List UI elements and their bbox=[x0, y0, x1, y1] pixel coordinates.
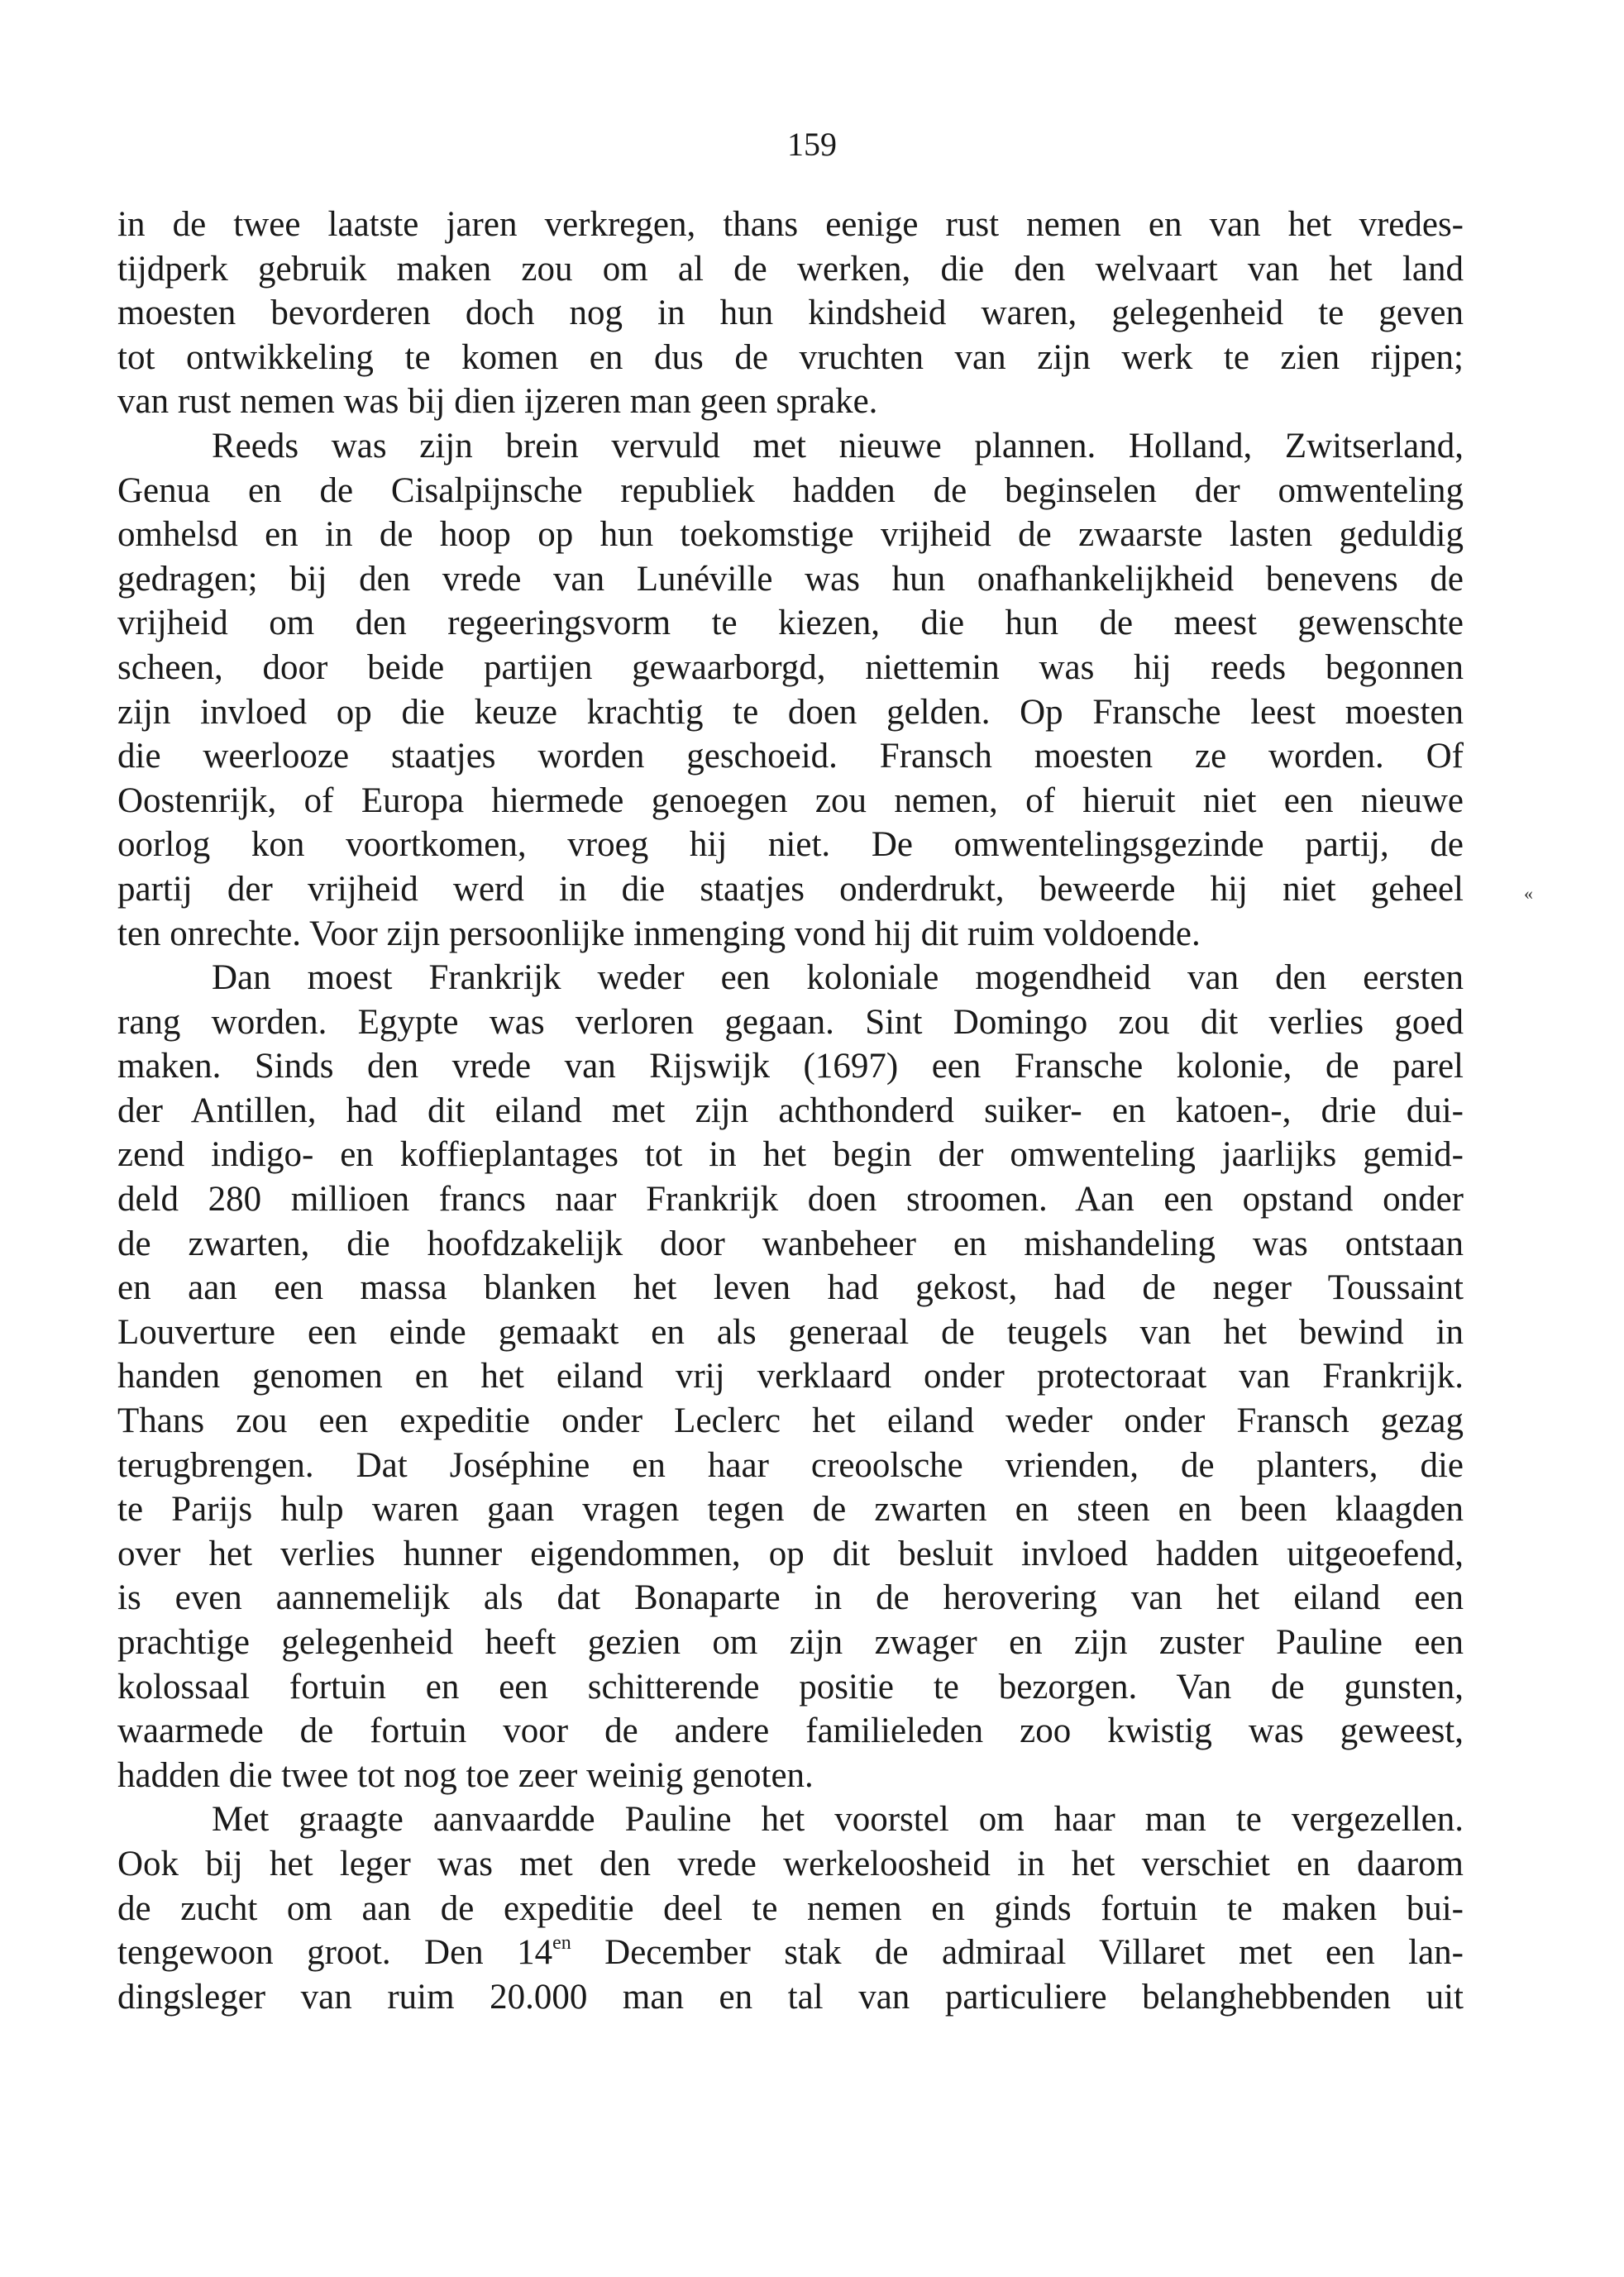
text-line bbox=[117, 912, 1464, 957]
text-line-continuation: December stak de admiraal Villaret met een lan- bbox=[571, 1933, 1464, 1973]
text-line bbox=[117, 1842, 1464, 1887]
text-line bbox=[117, 380, 1464, 424]
text-line-content: tijdperk gebruik maken zou om al de werken, die den welvaart van het land bbox=[117, 249, 1464, 289]
text-line bbox=[117, 1000, 1464, 1045]
text-line bbox=[117, 1133, 1464, 1177]
text-line-content: Met graagte aanvaardde Pauline het voorstel om haar man te vergezellen. bbox=[212, 1800, 1464, 1840]
text-line bbox=[117, 823, 1464, 867]
text-line-content: die weerlooze staatjes worden geschoeid. Fransch moesten ze worden. Of bbox=[117, 737, 1464, 776]
text-line bbox=[117, 247, 1464, 292]
text-line-content: Reeds was zijn brein vervuld met nieuwe plannen. Holland, Zwitserland, bbox=[212, 426, 1464, 465]
text-line bbox=[117, 1310, 1464, 1355]
text-line bbox=[117, 1266, 1464, 1310]
text-line-content: partij der vrijheid werd in die staatjes onderdrukt, beweerde hij niet geheel bbox=[117, 869, 1464, 909]
text-line-content: moesten bevorderen doch nog in hun kindsheid waren, gelegenheid te geven bbox=[117, 294, 1464, 333]
text-line bbox=[117, 601, 1464, 646]
text-line-content: rang worden. Egypte was verloren gegaan. Sint Domingo zou dit verlies goed bbox=[117, 1002, 1464, 1042]
text-line bbox=[117, 1089, 1464, 1134]
text-line bbox=[117, 1399, 1464, 1444]
text-line-content: zijn invloed op die keuze krachtig te doen gelden. Op Fransche leest moesten bbox=[117, 692, 1464, 732]
text-line bbox=[117, 779, 1464, 823]
text-line bbox=[117, 1222, 1464, 1267]
text-line-content: zend indigo- en koffieplantages tot in het begin der omwenteling jaarlijks gemid- bbox=[117, 1135, 1464, 1175]
text-line-content: scheen, door beide partijen gewaarborgd, niettemin was hij reeds begonnen bbox=[117, 647, 1464, 687]
text-line-content: prachtige gelegenheid heeft gezien om zijn zwager en zijn zuster Pauline een bbox=[117, 1623, 1464, 1662]
text-line bbox=[117, 1354, 1464, 1399]
text-line-content: Ook bij het leger was met den vrede werkeloosheid in het verschiet en daarom bbox=[117, 1844, 1464, 1883]
text-line-content: oorlog kon voortkomen, vroeg hij niet. De omwentelingsgezinde partij, de bbox=[117, 825, 1464, 865]
text-line-content: en aan een massa blanken het leven had gekost, had de neger Toussaint bbox=[117, 1268, 1464, 1308]
text-line-content: vrijheid om den regeeringsvorm te kiezen, die hun de meest gewenschte bbox=[117, 604, 1464, 643]
text-line bbox=[117, 1887, 1464, 1931]
text-line-content: over het verlies hunner eigendommen, op dit besluit invloed hadden uitgeoefend, bbox=[117, 1534, 1464, 1573]
text-line bbox=[117, 1177, 1464, 1222]
text-line-content: tengewoon groot. Den 14 bbox=[117, 1933, 553, 1973]
text-line bbox=[117, 1576, 1464, 1621]
margin-mark: « bbox=[1524, 883, 1533, 904]
text-line-content: de zucht om aan de expeditie deel te nemen en ginds fortuin te maken bui- bbox=[117, 1888, 1464, 1928]
text-line-content: der Antillen, had dit eiland met zijn achthonderd suiker- en katoen-, drie dui- bbox=[117, 1091, 1464, 1130]
text-line-content: de zwarten, die hoofdzakelijk door wanbeheer en mishandeling was ontstaan bbox=[117, 1224, 1464, 1263]
text-line-content: van rust nemen was bij dien ijzeren man geen sprake. bbox=[117, 382, 878, 422]
text-line bbox=[117, 1487, 1464, 1532]
text-line-content: is even aannemelijk als dat Bonaparte in de herovering van het eiland een bbox=[117, 1578, 1464, 1618]
text-line bbox=[117, 1975, 1464, 2020]
text-line bbox=[117, 291, 1464, 336]
text-line bbox=[117, 956, 1464, 1000]
text-line bbox=[117, 1665, 1464, 1710]
text-line bbox=[117, 424, 1464, 469]
text-line-content: Dan moest Frankrijk weder een koloniale mogendheid van den eersten bbox=[212, 958, 1464, 998]
text-line bbox=[117, 646, 1464, 690]
text-line bbox=[117, 557, 1464, 602]
text-line-content: kolossaal fortuin en een schitterende positie te bezorgen. Van de gunsten, bbox=[117, 1667, 1464, 1707]
text-line-content: Louverture een einde gemaakt en als generaal de teugels van het bewind in bbox=[117, 1312, 1464, 1352]
text-line-content: ten onrechte. Voor zijn persoonlijke inmenging vond hij dit ruim voldoende. bbox=[117, 914, 1201, 953]
text-line-content: Thans zou een expeditie onder Leclerc het eiland weder onder Fransch gezag bbox=[117, 1401, 1464, 1441]
text-line-content: in de twee laatste jaren verkregen, thans eenige rust nemen en van het vredes- bbox=[117, 205, 1464, 244]
text-line-content: hadden die twee tot nog toe zeer weinig genoten. bbox=[117, 1755, 814, 1795]
text-line bbox=[117, 469, 1464, 513]
text-line-content: deld 280 millioen francs naar Frankrijk doen stroomen. Aan een opstand onder bbox=[117, 1180, 1464, 1220]
page-number: 159 bbox=[787, 126, 837, 163]
text-line bbox=[117, 1797, 1464, 1842]
text-line-content: Genua en de Cisalpijnsche republiek hadden de beginselen der omwenteling bbox=[117, 470, 1464, 510]
text-line-content: tot ontwikkeling te komen en dus de vruchten van zijn werk te zien rijpen; bbox=[117, 337, 1464, 377]
text-line-content: te Parijs hulp waren gaan vragen tegen de zwarten en steen en been klaagden bbox=[117, 1490, 1464, 1530]
text-line-content: handen genomen en het eiland vrij verklaard onder protectoraat van Frankrijk. bbox=[117, 1357, 1464, 1396]
text-line bbox=[117, 1754, 1464, 1798]
text-line-content: gedragen; bij den vrede van Lunéville was hun onafhankelijkheid benevens de bbox=[117, 559, 1464, 599]
text-line bbox=[117, 203, 1464, 247]
text-line bbox=[117, 1931, 1464, 1975]
text-line bbox=[117, 1044, 1464, 1089]
text-line bbox=[117, 867, 1464, 912]
text-line bbox=[117, 1709, 1464, 1754]
text-line-content: terugbrengen. Dat Joséphine en haar creoolsche vrienden, de planters, die bbox=[117, 1445, 1464, 1485]
superscript: en bbox=[552, 1932, 571, 1955]
text-line-content: omhelsd en in de hoop op hun toekomstige vrijheid de zwaarste lasten geduldig bbox=[117, 515, 1464, 555]
text-line-content: Oostenrijk, of Europa hiermede genoegen zou nemen, of hieruit niet een nieuwe bbox=[117, 780, 1464, 820]
text-line-content: maken. Sinds den vrede van Rijswijk (1697) een Fransche kolonie, de parel bbox=[117, 1047, 1464, 1086]
body-text bbox=[117, 203, 1464, 2019]
text-line-content: waarmede de fortuin voor de andere familieleden zoo kwistig was geweest, bbox=[117, 1711, 1464, 1751]
text-line bbox=[117, 734, 1464, 779]
text-line bbox=[117, 690, 1464, 735]
text-line bbox=[117, 1532, 1464, 1577]
text-line bbox=[117, 513, 1464, 557]
text-line-content: dingsleger van ruim 20.000 man en tal van particuliere belanghebbenden uit bbox=[117, 1977, 1464, 2017]
text-line bbox=[117, 336, 1464, 380]
text-line bbox=[117, 1621, 1464, 1665]
text-line bbox=[117, 1444, 1464, 1488]
